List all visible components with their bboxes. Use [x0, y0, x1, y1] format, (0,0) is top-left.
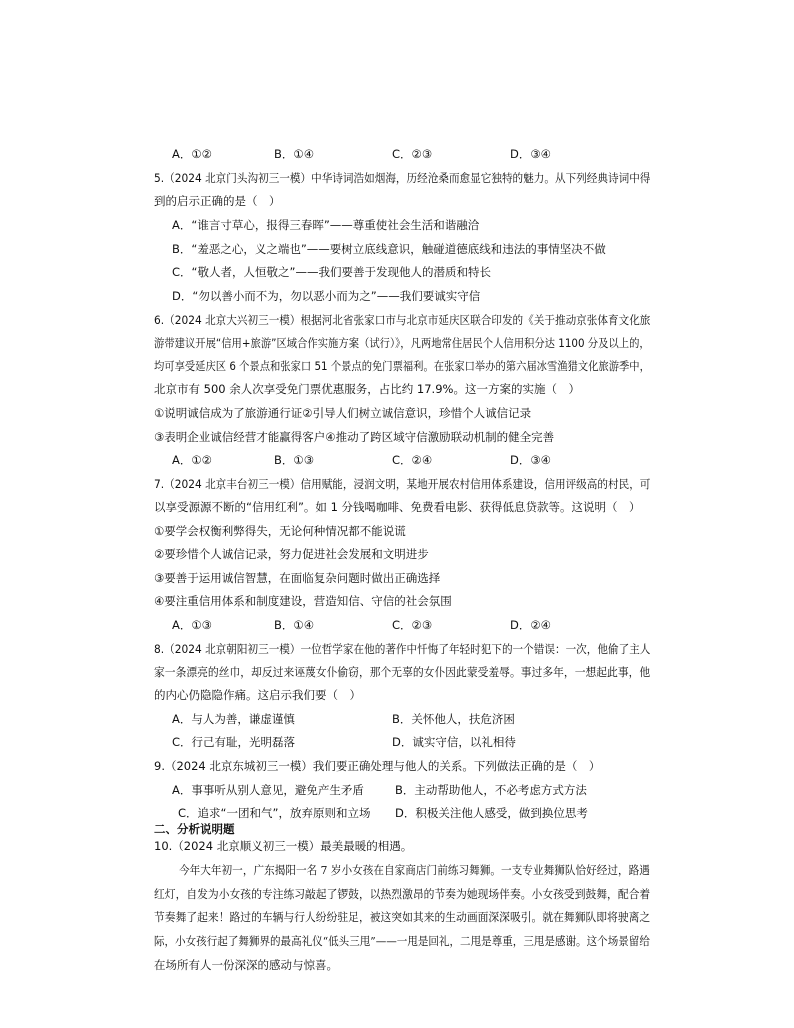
q7-stem-line2: 以享受源源不断的“信用红利”。如 1 分钱喝咖啡、免费看电影、获得低息贷款等。这说明（ ） [154, 500, 641, 514]
q5-option-a: A．“谁言寸草心，报得三春晖”——尊重使社会生活和谐融洽 [172, 218, 480, 232]
q8-option-d: D．诚实守信，以礼相待 [392, 735, 516, 749]
q8-stem-line1: 8.（2024 北京朝阳初三一模）一位哲学家在他的著作中忏悔了年轻时犯下的一个错误：一次，他偷了主人 [154, 642, 651, 656]
section-heading: 二、分析说明题 [154, 822, 235, 836]
q9-option-a: A．事事听从别人意见，避免产生矛盾 [172, 783, 364, 797]
q6-statements-2: ③表明企业诚信经营才能赢得客户④推动了跨区域守信激励联动机制的健全完善 [154, 430, 555, 444]
q7-statement-2: ②要珍惜个人诚信记录，努力促进社会发展和文明进步 [154, 547, 429, 561]
q9-option-d: D．积极关注他人感受，做到换位思考 [395, 806, 588, 820]
q6-stem-line2: 游带建议开展“信用+旅游”区域合作实施方案（试行）》，凡两地常住居民个人信用积分达 1100 分及以上的， [154, 336, 650, 350]
q10-passage-line2: 红灯，自发为小女孩的专注练习敲起了锣鼓，以热烈激昂的节奏为她现场伴奏。小女孩受到鼓舞，配合着 [154, 887, 651, 901]
q6-stem-line1: 6.（2024 北京大兴初三一模）根据河北省张家口市与北京市延庆区联合印发的《关于推动京张体育文化旅 [154, 313, 651, 327]
q7-stem-line1: 7.（2024 北京丰台初三一模）信用赋能，浸润文明，某地开展农村信用体系建设，信用评级高的村民，可 [154, 477, 651, 491]
q5-stem-line1: 5.（2024 北京门头沟初三一模）中华诗词浩如烟海，历经沧桑而愈显它独特的魅力。从下列经典诗词中得 [154, 171, 651, 185]
q4-option-d: D．③④ [510, 147, 551, 161]
q10-passage-line5: 在场所有人一份深深的感动与惊喜。 [154, 958, 338, 972]
q9-stem: 9.（2024 北京东城初三一模）我们要正确处理与他人的关系。下列做法正确的是（ ） [154, 759, 601, 773]
q7-statement-3: ③要善于运用诚信智慧，在面临复杂问题时做出正确选择 [154, 571, 441, 585]
q8-stem-line2: 家一条漂亮的丝巾，却反过来诬蔑女仆偷窃，那个无辜的女仆因此蒙受羞辱。事过多年，一想起此事，他 [154, 665, 651, 679]
q7-option-b: B．①④ [274, 618, 315, 632]
q10-passage-line4: 际，小女孩行起了舞狮界的最高礼仪“低头三甩”——一甩是回礼，二甩是尊重，三甩是感谢。这个场景留给 [154, 934, 650, 948]
q6-stem-line3: 均可享受延庆区 6 个景点和张家口 51 个景点的免门票福利。在张家口举办的第六届冰雪渔猎文化旅游季中， [154, 359, 650, 373]
q10-passage-line3: 节奏舞了起来！路过的车辆与行人纷纷驻足，被这突如其来的生动画面深深吸引。就在舞狮队即将驶离之 [154, 910, 651, 924]
q5-option-b: B．“羞恶之心，义之端也”——要树立底线意识，触碰道德底线和违法的事情坚决不做 [172, 242, 606, 256]
q8-option-a: A．与人为善，谦虚谨慎 [172, 712, 295, 726]
q7-statement-4: ④要注重信用体系和制度建设，营造知信、守信的社会氛围 [154, 594, 452, 608]
q6-stem-line4: 北京市有 500 余人次享受免门票优惠服务，占比约 17.9%。这一方案的实施（ ） [154, 382, 580, 396]
q7-option-a: A．①③ [172, 618, 212, 632]
q5-option-c: C．“敬人者，人恒敬之”——我们要善于发现他人的潜质和特长 [172, 265, 491, 279]
q6-option-b: B．①③ [274, 453, 315, 467]
q10-stem: 10.（2024 北京顺义初三一模）最美最暖的相遇。 [154, 839, 413, 853]
q7-statement-1: ①要学会权衡利弊得失，无论何种情况都不能说谎 [154, 524, 406, 538]
q8-stem-line3: 的内心仍隐隐作痛。这启示我们要（ ） [154, 688, 361, 702]
q10-passage-line1: 今年大年初一，广东揭阳一名 7 岁小女孩在自家商店门前练习舞狮。一支专业舞狮队恰好经过，路遇 [179, 863, 650, 877]
q6-option-a: A．①② [172, 453, 212, 467]
q8-option-b: B．关怀他人，扶危济困 [392, 712, 515, 726]
q7-option-c: C．②③ [392, 618, 433, 632]
q9-option-b: B．主动帮助他人，不必考虑方式方法 [395, 783, 587, 797]
q4-option-c: C．②③ [392, 147, 433, 161]
q7-option-d: D．②④ [510, 618, 551, 632]
q5-stem-line2: 到的启示正确的是（ ） [154, 194, 281, 208]
q6-option-c: C．②④ [392, 453, 433, 467]
q5-option-d: D．“勿以善小而不为，勿以恶小而为之”——我们要诚实守信 [172, 289, 481, 303]
q4-option-b: B．①④ [274, 147, 315, 161]
q8-option-c: C．行己有耻，光明磊落 [172, 735, 296, 749]
q4-option-a: A．①② [172, 147, 212, 161]
q6-statements-1: ①说明诚信成为了旅游通行证②引导人们树立诚信意识，珍惜个人诚信记录 [154, 406, 532, 420]
q6-option-d: D．③④ [510, 453, 551, 467]
q9-option-c: C．追求“一团和气”，放弃原则和立场 [178, 806, 371, 820]
